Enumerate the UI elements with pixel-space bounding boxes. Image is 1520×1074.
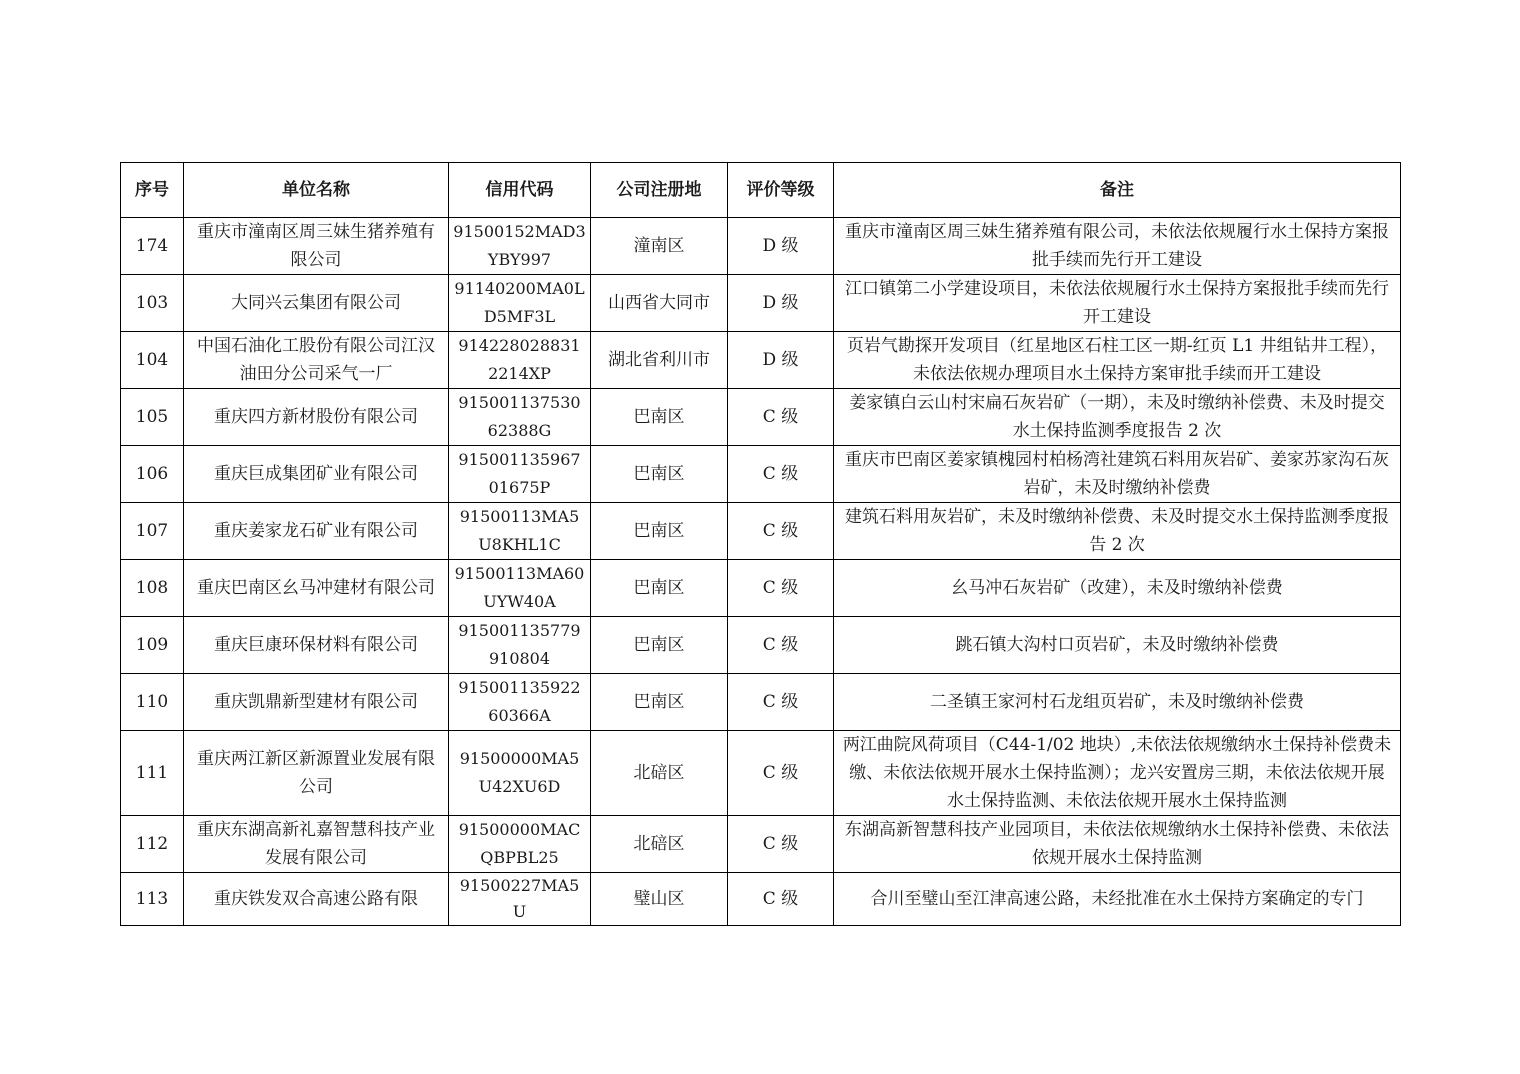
cell-serial: 112 bbox=[121, 816, 184, 873]
cell-remarks: 东湖高新智慧科技产业园项目，未依法依规缴纳水土保持补偿费、未依法依规开展水土保持监测 bbox=[834, 816, 1401, 873]
cell-serial: 109 bbox=[121, 617, 184, 674]
cell-registered-place: 山西省大同市 bbox=[591, 275, 728, 332]
cell-unit-name: 重庆东湖高新礼嘉智慧科技产业发展有限公司 bbox=[184, 816, 449, 873]
cell-credit-code: 91500113MA5U8KHL1C bbox=[449, 503, 591, 560]
table-header-row bbox=[121, 163, 1401, 218]
cell-grade: C 级 bbox=[728, 617, 834, 674]
cell-remarks: 两江曲院风荷项目（C44-1/02 地块）,未依法依规缴纳水土保持补偿费未缴、未依法依规开展水土保持监测）；龙兴安置房三期，未依法依规开展水土保持监测、未依法依规开展水土保持监测 bbox=[834, 731, 1401, 816]
cell-serial: 105 bbox=[121, 389, 184, 446]
header-remarks: 备注 bbox=[834, 163, 1401, 218]
cell-credit-code: 91500000MA5U42XU6D bbox=[449, 731, 591, 816]
cell-credit-code: 915001135922 60366A bbox=[449, 674, 591, 731]
cell-registered-place: 巴南区 bbox=[591, 560, 728, 617]
cell-grade: D 级 bbox=[728, 218, 834, 275]
header-unit-name: 单位名称 bbox=[184, 163, 449, 218]
cell-credit-code: 91500152MAD3YBY997 bbox=[449, 218, 591, 275]
table-row bbox=[121, 617, 1401, 674]
cell-unit-name: 重庆巨成集团矿业有限公司 bbox=[184, 446, 449, 503]
cell-credit-code: 91500227MA5U bbox=[449, 873, 591, 926]
cell-serial: 111 bbox=[121, 731, 184, 816]
table-row bbox=[121, 503, 1401, 560]
cell-serial: 108 bbox=[121, 560, 184, 617]
cell-credit-code: 915001135779 910804 bbox=[449, 617, 591, 674]
cell-credit-code: 915001135967 01675P bbox=[449, 446, 591, 503]
cell-serial: 110 bbox=[121, 674, 184, 731]
table-row bbox=[121, 446, 1401, 503]
cell-remarks: 二圣镇王家河村石龙组页岩矿，未及时缴纳补偿费 bbox=[834, 674, 1401, 731]
table-row bbox=[121, 731, 1401, 816]
cell-credit-code: 91140200MA0LD5MF3L bbox=[449, 275, 591, 332]
table-row bbox=[121, 275, 1401, 332]
cell-registered-place: 潼南区 bbox=[591, 218, 728, 275]
cell-registered-place: 北碚区 bbox=[591, 816, 728, 873]
table-row bbox=[121, 674, 1401, 731]
cell-unit-name: 大同兴云集团有限公司 bbox=[184, 275, 449, 332]
table-row bbox=[121, 560, 1401, 617]
cell-credit-code: 91500000MACQBPBL25 bbox=[449, 816, 591, 873]
table-row bbox=[121, 873, 1401, 926]
cell-serial: 104 bbox=[121, 332, 184, 389]
cell-registered-place: 巴南区 bbox=[591, 503, 728, 560]
header-credit-code: 信用代码 bbox=[449, 163, 591, 218]
cell-serial: 113 bbox=[121, 873, 184, 926]
cell-grade: C 级 bbox=[728, 731, 834, 816]
cell-remarks: 姜家镇白云山村宋扁石灰岩矿（一期），未及时缴纳补偿费、未及时提交水土保持监测季度报告 2 次 bbox=[834, 389, 1401, 446]
cell-remarks: 幺马冲石灰岩矿（改建），未及时缴纳补偿费 bbox=[834, 560, 1401, 617]
cell-grade: C 级 bbox=[728, 560, 834, 617]
cell-remarks: 重庆市巴南区姜家镇槐园村柏杨湾社建筑石料用灰岩矿、姜家苏家沟石灰岩矿，未及时缴纳补偿费 bbox=[834, 446, 1401, 503]
cell-remarks: 页岩气勘探开发项目（红星地区石柱工区一期-红页 L1 井组钻井工程），未依法依规办理项目水土保持方案审批手续而开工建设 bbox=[834, 332, 1401, 389]
cell-serial: 107 bbox=[121, 503, 184, 560]
cell-remarks: 江口镇第二小学建设项目，未依法依规履行水土保持方案报批手续而先行开工建设 bbox=[834, 275, 1401, 332]
cell-remarks: 跳石镇大沟村口页岩矿，未及时缴纳补偿费 bbox=[834, 617, 1401, 674]
cell-grade: C 级 bbox=[728, 446, 834, 503]
cell-serial: 106 bbox=[121, 446, 184, 503]
cell-grade: D 级 bbox=[728, 275, 834, 332]
cell-unit-name: 重庆市潼南区周三妹生猪养殖有限公司 bbox=[184, 218, 449, 275]
cell-unit-name: 重庆巨康环保材料有限公司 bbox=[184, 617, 449, 674]
cell-registered-place: 巴南区 bbox=[591, 446, 728, 503]
credit-evaluation-table bbox=[120, 162, 1401, 926]
cell-unit-name: 中国石油化工股份有限公司江汉油田分公司采气一厂 bbox=[184, 332, 449, 389]
table-row bbox=[121, 389, 1401, 446]
table-row bbox=[121, 218, 1401, 275]
cell-registered-place: 璧山区 bbox=[591, 873, 728, 926]
cell-remarks: 合川至璧山至江津高速公路，未经批准在水土保持方案确定的专门 bbox=[834, 873, 1401, 926]
cell-unit-name: 重庆巴南区幺马冲建材有限公司 bbox=[184, 560, 449, 617]
cell-remarks: 建筑石料用灰岩矿，未及时缴纳补偿费、未及时提交水土保持监测季度报告 2 次 bbox=[834, 503, 1401, 560]
cell-credit-code: 91500113MA60UYW40A bbox=[449, 560, 591, 617]
cell-unit-name: 重庆姜家龙石矿业有限公司 bbox=[184, 503, 449, 560]
cell-grade: D 级 bbox=[728, 332, 834, 389]
cell-unit-name: 重庆两江新区新源置业发展有限公司 bbox=[184, 731, 449, 816]
cell-remarks: 重庆市潼南区周三妹生猪养殖有限公司，未依法依规履行水土保持方案报批手续而先行开工建设 bbox=[834, 218, 1401, 275]
cell-grade: C 级 bbox=[728, 873, 834, 926]
header-registered-place: 公司注册地 bbox=[591, 163, 728, 218]
header-serial: 序号 bbox=[121, 163, 184, 218]
cell-registered-place: 巴南区 bbox=[591, 617, 728, 674]
cell-credit-code: 915001137530 62388G bbox=[449, 389, 591, 446]
cell-unit-name: 重庆四方新材股份有限公司 bbox=[184, 389, 449, 446]
table-row bbox=[121, 332, 1401, 389]
table-row bbox=[121, 816, 1401, 873]
cell-serial: 103 bbox=[121, 275, 184, 332]
header-grade: 评价等级 bbox=[728, 163, 834, 218]
cell-registered-place: 北碚区 bbox=[591, 731, 728, 816]
cell-registered-place: 巴南区 bbox=[591, 674, 728, 731]
cell-grade: C 级 bbox=[728, 503, 834, 560]
cell-unit-name: 重庆凯鼎新型建材有限公司 bbox=[184, 674, 449, 731]
cell-grade: C 级 bbox=[728, 674, 834, 731]
cell-credit-code: 914228028831 2214XP bbox=[449, 332, 591, 389]
cell-registered-place: 巴南区 bbox=[591, 389, 728, 446]
cell-serial: 174 bbox=[121, 218, 184, 275]
cell-unit-name: 重庆铁发双合高速公路有限 bbox=[184, 873, 449, 926]
cell-grade: C 级 bbox=[728, 389, 834, 446]
cell-registered-place: 湖北省利川市 bbox=[591, 332, 728, 389]
cell-grade: C 级 bbox=[728, 816, 834, 873]
